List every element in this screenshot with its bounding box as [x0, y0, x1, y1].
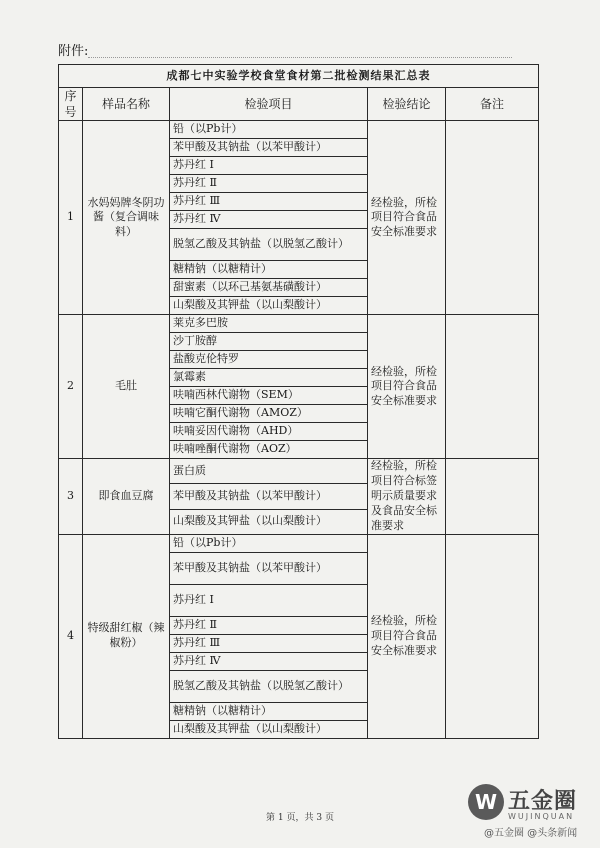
test-item: 呋喃西林代谢物（SEM）	[170, 387, 368, 405]
watermark	[468, 782, 588, 838]
test-item: 脱氢乙酸及其钠盐（以脱氢乙酸计）	[170, 670, 368, 702]
watermark-weibo: @五金圈 @头条新闻	[484, 828, 578, 839]
page-footer: 第 1 页，共 3 页	[266, 813, 334, 823]
test-item: 呋喃妥因代谢物（AHD）	[170, 423, 368, 441]
table-row	[59, 121, 539, 139]
col-header-item: 检验项目	[170, 88, 368, 121]
sample-name: 特级甜红椒（辣椒粉）	[83, 534, 170, 738]
test-item: 糖精钠（以糖精计）	[170, 261, 368, 279]
test-item: 铅（以Pb计）	[170, 121, 368, 139]
test-item: 沙丁胺醇	[170, 333, 368, 351]
test-item: 苯甲酸及其钠盐（以苯甲酸计）	[170, 484, 368, 509]
row-number: 2	[59, 315, 83, 459]
test-item: 苯甲酸及其钠盐（以苯甲酸计）	[170, 139, 368, 157]
watermark-name: 五金圈	[508, 789, 578, 814]
conclusion: 经检验，所检项目符合标签明示质量要求及食品安全标准要求	[368, 459, 446, 534]
header-divider	[88, 57, 512, 58]
test-item: 苏丹红 Ⅲ	[170, 193, 368, 211]
note	[446, 459, 539, 534]
test-item: 盐酸克伦特罗	[170, 351, 368, 369]
test-item: 糖精钠（以糖精计）	[170, 702, 368, 720]
test-item: 脱氢乙酸及其钠盐（以脱氢乙酸计）	[170, 229, 368, 261]
row-number: 4	[59, 534, 83, 738]
test-item: 铅（以Pb计）	[170, 534, 368, 552]
watermark-sub: WUJINQUAN	[508, 812, 575, 821]
test-item: 苏丹红 Ⅱ	[170, 175, 368, 193]
table-title: 成都七中实验学校食堂食材第二批检测结果汇总表	[59, 65, 539, 88]
sample-name: 水妈妈牌冬阴功酱（复合调味料）	[83, 121, 170, 315]
sample-name: 毛肚	[83, 315, 170, 459]
table-row	[59, 315, 539, 333]
test-item: 山梨酸及其钾盐（以山梨酸计）	[170, 509, 368, 534]
test-item: 苯甲酸及其钠盐（以苯甲酸计）	[170, 552, 368, 584]
watermark-logo: W	[468, 784, 504, 820]
note	[446, 534, 539, 738]
test-item: 苏丹红 Ⅳ	[170, 211, 368, 229]
test-item: 呋喃唑酮代谢物（AOZ）	[170, 441, 368, 459]
col-header-sample: 样品名称	[83, 88, 170, 121]
col-header-note: 备注	[446, 88, 539, 121]
row-number: 3	[59, 459, 83, 534]
test-item: 呋喃它酮代谢物（AMOZ）	[170, 405, 368, 423]
test-item: 山梨酸及其钾盐（以山梨酸计）	[170, 297, 368, 315]
col-header-conclusion: 检验结论	[368, 88, 446, 121]
conclusion: 经检验，所检项目符合食品安全标准要求	[368, 534, 446, 738]
row-number: 1	[59, 121, 83, 315]
table-row	[59, 534, 539, 552]
test-item: 莱克多巴胺	[170, 315, 368, 333]
test-item: 苏丹红 Ⅰ	[170, 584, 368, 616]
test-item: 苏丹红 Ⅱ	[170, 616, 368, 634]
test-item: 苏丹红 Ⅲ	[170, 634, 368, 652]
note	[446, 315, 539, 459]
attachment-label: 附件:	[58, 44, 89, 59]
results-table	[58, 64, 539, 739]
test-item: 苏丹红 Ⅰ	[170, 157, 368, 175]
sample-name: 即食血豆腐	[83, 459, 170, 534]
note	[446, 121, 539, 315]
table-body	[59, 121, 539, 738]
test-item: 山梨酸及其钾盐（以山梨酸计）	[170, 720, 368, 738]
conclusion: 经检验，所检项目符合食品安全标准要求	[368, 315, 446, 459]
test-item: 蛋白质	[170, 459, 368, 484]
conclusion: 经检验，所检项目符合食品安全标准要求	[368, 121, 446, 315]
test-item: 氯霉素	[170, 369, 368, 387]
test-item: 苏丹红 Ⅳ	[170, 652, 368, 670]
test-item: 甜蜜素（以环己基氨基磺酸计）	[170, 279, 368, 297]
col-header-no: 序号	[59, 88, 83, 121]
table-row	[59, 459, 539, 484]
